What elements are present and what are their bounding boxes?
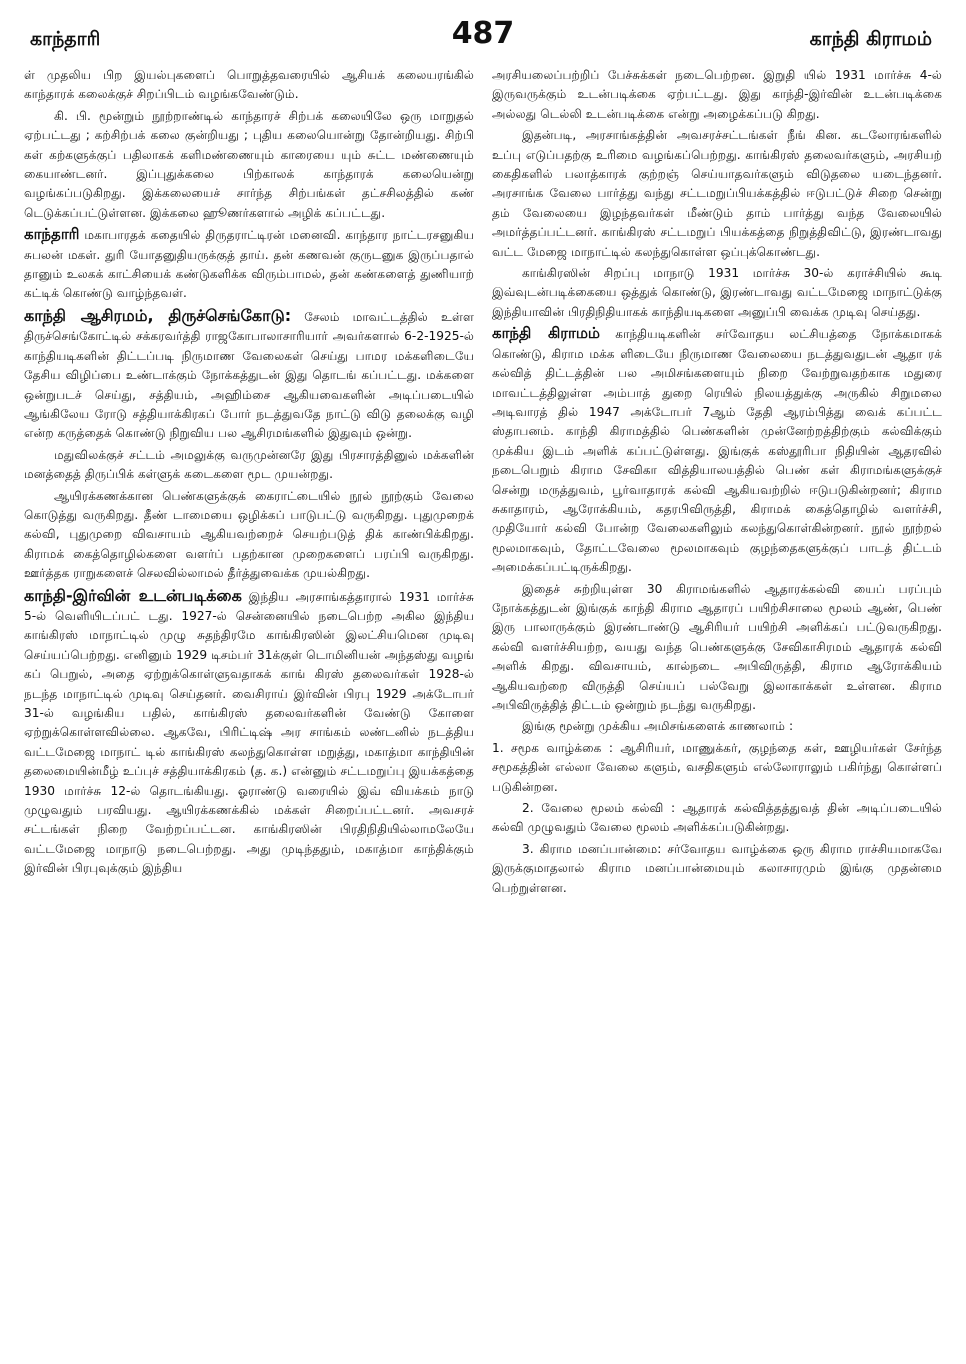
- entry-text: சேலம் மாவட்டத்தில் உள்ள திருச்செங்கோட்டில் சக்கரவர்த்தி ராஜகோபாலாசாரியார் அவர்களால் 6-2-1925-ல் காந்தியடிகளின் திட்டப்படி நிருமாண வேலைகள் செய்து பாமர மக்களிடையே தேசிய விழிப்பை உண்டாக்கும் நோக்கத்துடன் இது தொடங் கப்பட்டது. மக்களை ஒன்றுபடச் செய்து, சத்தியம், அஹிம்சை ஆகியவைகளின் அடிப்படையில் ஆங்கிலேய ரோடு சத்தியாக்கிரகப் போர் நடத்துவதே நாட்டு விடு தலைக்கு வழி என்ற கருத்தைக் கொண்டு நிறுவிய பல ஆசிரமங்களில் இதுவும் ஒன்று.: [24, 309, 474, 441]
- body-paragraph: ஆயிரக்கணக்கான பெண்களுக்குக் கைராட்டையில் நூல் நூற்கும் வேலை கொடுத்து வருகிறது. தீண் டாமையை ஒழிக்கப் பாடுபட்டு வருகிறது. புதுமுறைக் கல்வி, புதுமுறை விவசாயம் ஆகியவற்றைச் செயற்படுத் திக் காண்பிக்கிறது. கிராமக் கைத்தொழில்களை வளர்ப் பதற்கான முறைகளைப் பரப்பி வருகிறது. ஊர்த்தக ராறுகளைச் செலவில்லாமல் தீர்த்துவைக்க முயல்கிறது.: [24, 488, 474, 581]
- entry-text: மகாபாரதக் கதையில் திருதராட்டிரன் மனைவி. காந்தார நாட்டரசனுகிய சுபலன் மகள். துரி யோதனுதியருக்குத் தாய். தன் கணவன் குருடனுக இருப்பதால் தானும் உலகக் காட்சியைக் கண்டுகளிக்க விரும்பாமல், தன் கண்களைத் துணியாற் கட்டிக் கொண்டு வாழ்ந்தவள்.: [24, 228, 474, 301]
- entry-headword: காந்தாரி: [24, 225, 80, 244]
- right-column: [492, 66, 942, 1356]
- entry-paragraph: [24, 586, 474, 879]
- entry-headword: காந்தி-இர்வின் உடன்படிக்கை: [24, 585, 242, 605]
- body-paragraph: இங்கு மூன்று முக்கிய அமிசங்களைக் காணலாம் :: [522, 719, 794, 734]
- entry-text: காந்தியடிகளின் சர்வோதய லட்சியத்தை நோக்கமாகக் கொண்டு, கிராம மக்க ளிடையே நிருமாண வேலையை நடத்துவதுடன் ஆதா ரக் கல்வித் திட்டத்தின் பல அமிசங்களையும் நிறை வேற்றுவதற்காக மதுரை மாவட்டத்திலுள்ள அம்பாத் துறை ரெயில் நிலயத்துக்கு அருகில் சிறுமலை அடிவாரத் தில் 1947 அக்டோபர் 7ஆம் தேதி ஆரம்பித்து வைக் கப்பட்ட ஸ்தாபனம். காந்தி கிராமத்தில் பெண்களின் முன்னேற்றத்திற்கும் கல்விக்கும் முக்கிய இடம் அளிக் கப்பட்டுள்ளது. இங்குக் கஸ்தூரிபா நிதியின் ஆதரவில் நடைபெறும் கிராம சேவிகா வித்தியாலயத்தில் பெண் கள் கிராமங்களுக்குச் சென்று மருத்துவம், பூர்வாதாரக் கல்வி ஆகியவற்றில் ஈடுபடுகின்றனர்; கிராம சுகாதாரம், ஆரோக்கியம், கதரபிவிருத்தி, கிராமக் கைத்தொழில் வளர்ச்சி, முதியோர் கல்வி போன்ற வேலைகளிலும் கலந்துகொள்கின்றனர். நூல் நூற்றல் மூலமாகவும், தோட்டவேலை மூலமாகவும் குழந்தைகளுக்குப் பாடத் திட்டம் அமைக்கப்பட்டிருக்கிறது.: [492, 327, 942, 575]
- two-column-body: [24, 66, 942, 1356]
- body-paragraph: 1. சமூக வாழ்க்கை : ஆசிரியர், மாணுக்கர், குழந்தை கள், ஊழியர்கள் சேர்ந்த சமூகத்தின் எல்லா வேலை களும், வசதிகளும் எல்லோராலும் பகிர்ந்து கொள்ளப் படுகின்றன.: [492, 740, 942, 794]
- entry-headword: காந்தி ஆசிரமம், திருச்செங்கோடு:: [24, 305, 292, 325]
- page-header: [24, 10, 942, 58]
- body-paragraph: கி. பி. மூன்றும் நூற்றாண்டில் காந்தாரச் சிற்பக் கலையிலே ஒரு மாறுதல் ஏற்பட்டது ; கற்சிற்பக் கலை குன்றியது ; புதிய கலையொன்று தோன்றியது. சிற்பி கள் கற்களுக்குப் பதிலாகக் களிமண்ணையும் காரையை யும் சுட்ட மண்ணையும் கையாண்டனர். இப்புதுக்கலை பிற்காலக் காந்தாரக் கலையென்று வழங்கப்படுகிறது. இக்கலையைச் சார்ந்த சிற்பங்கள் தட்சசிலத்தில் கண் டெடுக்கப்பட்டுள்ளன. இக்கலை ஹூணர்களால் அழிக் கப்பட்டது.: [24, 108, 474, 220]
- body-paragraph: ள் முதலிய பிற இயல்புகளைப் பொறுத்தவரையில் ஆசியக் கலையரங்கில் காந்தாரக் கலைக்குச் சிறப்பிடம் வழங்கவேண்டும்.: [24, 68, 474, 102]
- body-paragraph: மதுவிலக்குச் சட்டம் அமலுக்கு வருமுன்னரே இது பிரசாரத்தினுல் மக்களின் மனத்தைத் திருப்பிக் கள்ளுக் கடைகளை மூட முயன்றது.: [24, 447, 474, 482]
- body-paragraph: இதைச் சுற்றியுள்ள 30 கிராமங்களில் ஆதாரக்கல்வி யைப் பரப்பும் நோக்கத்துடன் இங்குக் காந்தி கிராம ஆதாரப் பயிற்சிசாலை மூலம் ஆண், பெண் இரு பாலாருக்கும் இரண்டாண்டு ஆசிரியர் பயிற்சி அளிக்கப் பட்டுவருகிறது. கல்வி வளர்ச்சியற்ற, வயது வந்த பெண்களுக்கு சேவிகாசிரமம் ஆதாரக் கல்வி அளிக் கிறது. விவசாயம், கால்நடை அபிவிருத்தி, கிராம ஆரோக்கியம் ஆகியவற்றை விருத்தி செய்யப் பல்வேறு இலாகாக்கள் உள்ளன. கிராம அபிவிருத்தித் திட்டம் ஒன்றும் நடந்து வருகிறது.: [492, 581, 942, 712]
- header-left-keyword: காந்தாரி: [30, 28, 101, 50]
- entry-text: இந்திய அரசாங்கத்தாரால் 1931 மார்ச்சு 5-ல் வெளியிடப்பட் டது. 1927-ல் சென்னையில் நடைபெற்ற அகில இந்திய காங்கிரஸ் மாநாட்டில் முழு சுதந்திரமே காங்கிரஸின் இலட்சியமென முடிவு செய்யப்பெற்றது. எனினும் 1929 டிசம்பர் 31க்குள் டொமினியன் அந்தஸ்து வழங் கப் பெறுல், அதை ஏற்றுக்கொள்ளுவதாகக் காங் கிரஸ் தலைவர்கள் 1928-ல் நடந்த மாநாட்டில் முடிவு செய்தனர். வைசிராய் இர்வின் பிரபு 1929 அக்டோபர் 31-ல் வழங்கிய பதில், காங்கிரஸ் தலைவர்களின் வேண்டு கோளை ஏற்றுக்கொள்ளவில்லை. ஆகவே, பிரிட்டிஷ் அர சாங்கம் லண்டனில் நடத்திய வட்டமேஜை மாநாட் டில் காங்கிரஸ் கலந்துகொள்ள மறுத்து, மகாத்மா காந்தியின் தலைமையின்மீழ் உப்புச் சத்தியாக்கிரகம் (த. க.) என்னும் சட்டமறுப்பு இயக்கத்தை 1930 மார்ச்சு 12-ல் தொடங்கியது. ஓராண்டு வரையில் இவ் வியக்கம் நாடு முழுவதும் பரவியது. ஆயிரக்கணக்கில் மக்கள் சிறைப்பட்டனர். அவசரச் சட்டங்கள் நிறை வேற்றப்பட்டன. காங்கிரஸின் பிரதிநிதியில்லாமலேயே வட்டமேஜை மாநாடு நடைபெற்றது. அது முடிந்ததும், மகாத்மா காந்திக்கும் இர்வின் பிரபுவுக்கும் இந்திய: [24, 589, 474, 876]
- entry-paragraph: [24, 306, 474, 444]
- body-paragraph: இதன்படி, அரசாங்கத்தின் அவசரச்சட்டங்கள் நீங் கின. கடலோரங்களில் உப்பு எடுப்பதற்கு உரிமை வழங்கப்பெற்றது. காங்கிரஸ் தலைவர்களும், அரசியற் கைதிகளில் பலாத்காரக் குற்றஞ் செய்யாதவர்களும் விடுதலை யடைந்தனர். அரசாங்க வேலை பார்த்து வந்து சட்டமறுப்பியக்கத்தில் ஈடுபட்டுச் சிறை சென்று தம் வேலையை இழந்தவர்கள் மீண்டும் தாம் பார்த்து வந்த வேலையில் அமர்த்தப்பட்டனர். காங்கிரஸ் சட்டமறுப் பியக்கத்தை நிறுத்திவிட்டு, இரண்டாவது வட்ட மேஜை மாநாட்டில் கலந்துகொள்ள ஒப்புக்கொண்டது.: [492, 128, 942, 259]
- entry-paragraph: [24, 225, 474, 304]
- header-right-keyword: காந்தி கிராமம்: [809, 28, 932, 50]
- page-number: 487: [451, 16, 515, 51]
- body-paragraph: 2. வேலை மூலம் கல்வி : ஆதாரக் கல்வித்தத்துவத் தின் அடிப்படையில் கல்வி முழுவதும் வேலை மூலம் அளிக்கப்படுகின்றது.: [492, 801, 942, 835]
- body-paragraph: காங்கிரஸின் சிறப்பு மாநாடு 1931 மார்ச்சு 30-ல் கராச்சியில் கூடி இவ்வுடன்படிக்கையை ஒத்துக் கொண்டு, இரண்டாவது வட்டமேஜை மாநாட்டுக்கு இந்தியாவின் பிரதிநிதியாகக் காந்தியடிகளை அனுப்பி வைக்க முடிவு செய்தது.: [492, 266, 942, 319]
- left-column: [24, 66, 474, 1356]
- entry-paragraph: [492, 324, 942, 577]
- body-paragraph: 3. கிராம மனப்பான்மை: சர்வோதய வாழ்க்கை ஒரு கிராம ராச்சியமாகவே இருக்குமாதலால் கிராம மனப்பான்மையும் கலாசாரமும் இங்கு முதன்மை பெற்றுள்ளன.: [492, 841, 942, 895]
- entry-headword: காந்தி கிராமம்: [492, 324, 601, 343]
- body-paragraph: அரசியலைப்பற்றிப் பேச்சுக்கள் நடைபெற்றன. இறுதி யில் 1931 மார்ச்சு 4-ல் இருவருக்கும் உடன்படிக்கை ஏற்பட்டது. இது காந்தி-இர்வின் உடன்படிக்கை அல்லது டெல்லி உடன்படிக்கை என்று அழைக்கப்படு கிறது.: [492, 68, 942, 121]
